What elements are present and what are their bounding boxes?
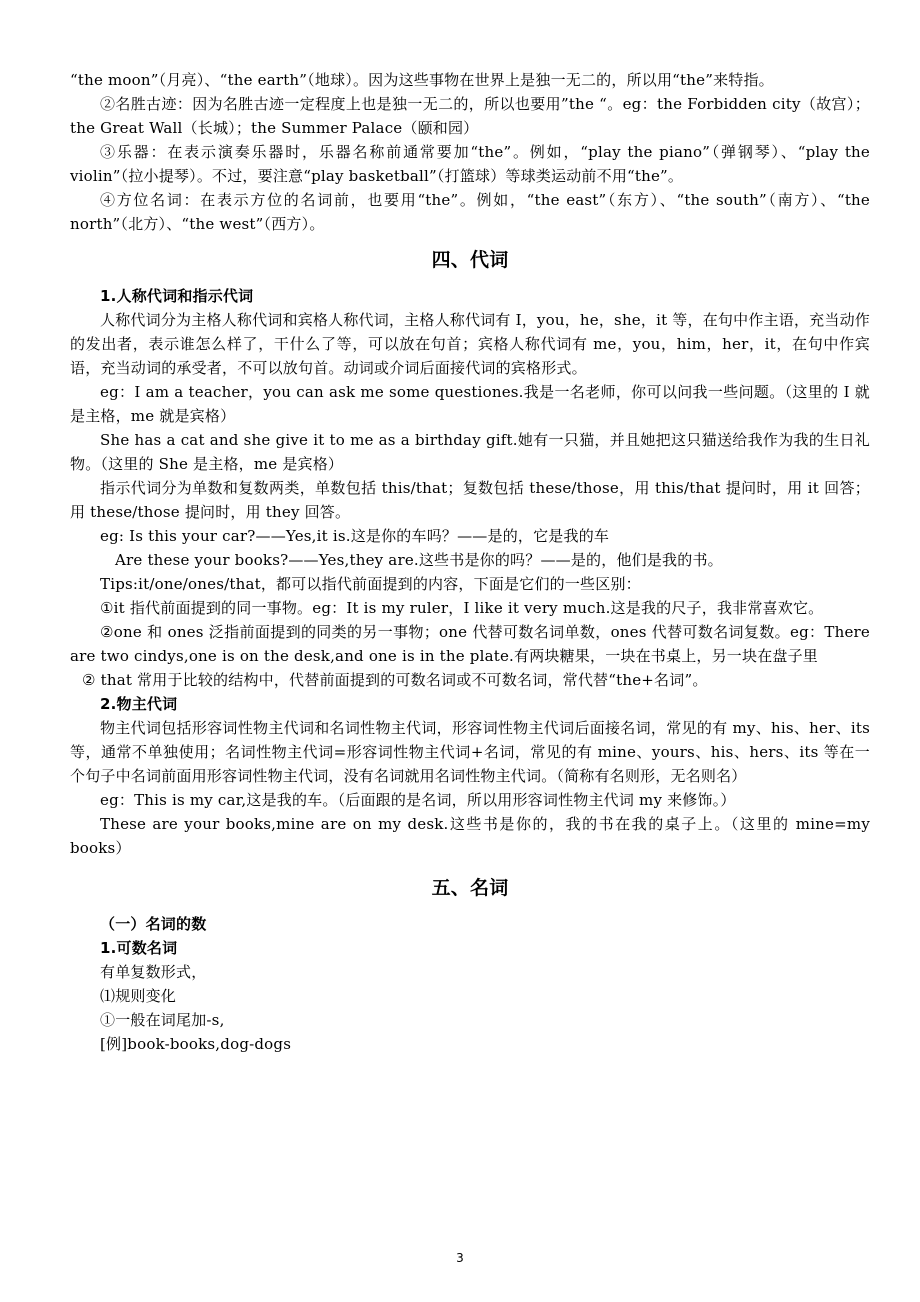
subheading-possessive: 2.物主代词 <box>100 695 178 713</box>
paragraph: ①it 指代前面提到的同一事物。eg：It is my ruler，I like it very much.这是我的尺子，我非常喜欢它。 <box>100 599 824 617</box>
paragraph: eg：I am a teacher，you can ask me some questiones.我是一名老师，你可以问我一些问题。（这里的 I 就是主格，me 就是宾格） <box>70 383 870 425</box>
paragraph: ④方位名词：在表示方位的名词前，也要用“the”。例如，“the east”（东方）、“the south”（南方）、“the north”（北方）、“the west”（西方）。 <box>70 191 870 233</box>
paragraph: 有单复数形式， <box>100 963 207 981</box>
paragraph: ③乐器：在表示演奏乐器时，乐器名称前通常要加“the”。例如，“play the piano”（弹钢琴）、“play the violin”（拉小提琴）。不过，要注意“play basketball”（打篮球）等球类运动前不用“the”。 <box>70 143 870 185</box>
paragraph: ②one 和 ones 泛指前面提到的同类的另一事物；one 代替可数名词单数，ones 代替可数名词复数。eg：There are two cindys,one is on the desk,and one is in the plate.有两块糖果，一块在书桌上，另一块在盘子里 <box>70 623 870 665</box>
section-heading-noun: 五、名词 <box>431 877 509 899</box>
page-number: 3 <box>456 1251 464 1265</box>
paragraph: Tips:it/one/ones/that，都可以指代前面提到的内容，下面是它们的一些区别： <box>100 575 641 593</box>
paragraph: 指示代词分为单数和复数两类，单数包括 this/that；复数包括 these/those，用 this/that 提问时，用 it 回答；用 these/those 提问时，用 they 回答。 <box>70 479 870 521</box>
paragraph: 物主代词包括形容词性物主代词和名词性物主代词，形容词性物主代词后面接名词，常见的有 my、his、her、its 等，通常不单独使用；名词性物主代词=形容词性物主代词+名词，常见的有 mine、yours、his、hers、its 等在一个句子中名词前面用形容词性物主代词，没有名词就用名词性物主代词。（简称有名则形，无名则名） <box>70 719 870 785</box>
paragraph: She has a cat and she give it to me as a birthday gift.她有一只猫，并且她把这只猫送给我作为我的生日礼物。（这里的 She 是主格，me 是宾格） <box>70 431 870 473</box>
subheading-noun-number: （一）名词的数 <box>100 915 207 933</box>
paragraph: ②名胜古迹：因为名胜古迹一定程度上也是独一无二的，所以也要用”the “。eg：the Forbidden city（故宫）；the Great Wall（长城）；the Summer Palace（颐和园） <box>70 95 870 137</box>
paragraph: ①一般在词尾加-s, <box>100 1011 225 1029</box>
paragraph: [例]book-books,dog-dogs <box>100 1035 292 1053</box>
paragraph: These are your books,mine are on my desk.这些书是你的，我的书在我的桌子上。（这里的 mine=my books） <box>70 815 870 857</box>
paragraph: 人称代词分为主格人称代词和宾格人称代词，主格人称代词有 I，you，he，she，it 等，在句中作主语，充当动作的发出者，表示谁怎么样了，干什么了等，可以放在句首；宾格人称代词有 me，you，him，her，it，在句中作宾语，充当动词的承受者，不可以放句首。动词或介词后面接代词的宾格形式。 <box>70 311 870 377</box>
subheading-countable-noun: 1.可数名词 <box>100 939 178 957</box>
paragraph: eg: Is this your car?——Yes,it is.这是你的车吗？——是的，它是我的车 <box>100 527 610 545</box>
paragraph: ⑴规则变化 <box>100 987 177 1005</box>
paragraph: eg：This is my car,这是我的车。（后面跟的是名词，所以用形容词性物主代词 my 来修饰。） <box>100 791 736 809</box>
paragraph: “the moon”（月亮）、“the earth”（地球）。因为这些事物在世界上是独一无二的，所以用“the”来特指。 <box>70 71 774 89</box>
paragraph: ② that 常用于比较的结构中，代替前面提到的可数名词或不可数名词，常代替“the+名词”。 <box>82 671 708 689</box>
paragraph: Are these your books?——Yes,they are.这些书是你的吗？——是的，他们是我的书。 <box>115 551 723 569</box>
subheading-personal-demonstrative: 1.人称代词和指示代词 <box>100 287 254 305</box>
section-heading-pronoun: 四、代词 <box>431 249 509 271</box>
